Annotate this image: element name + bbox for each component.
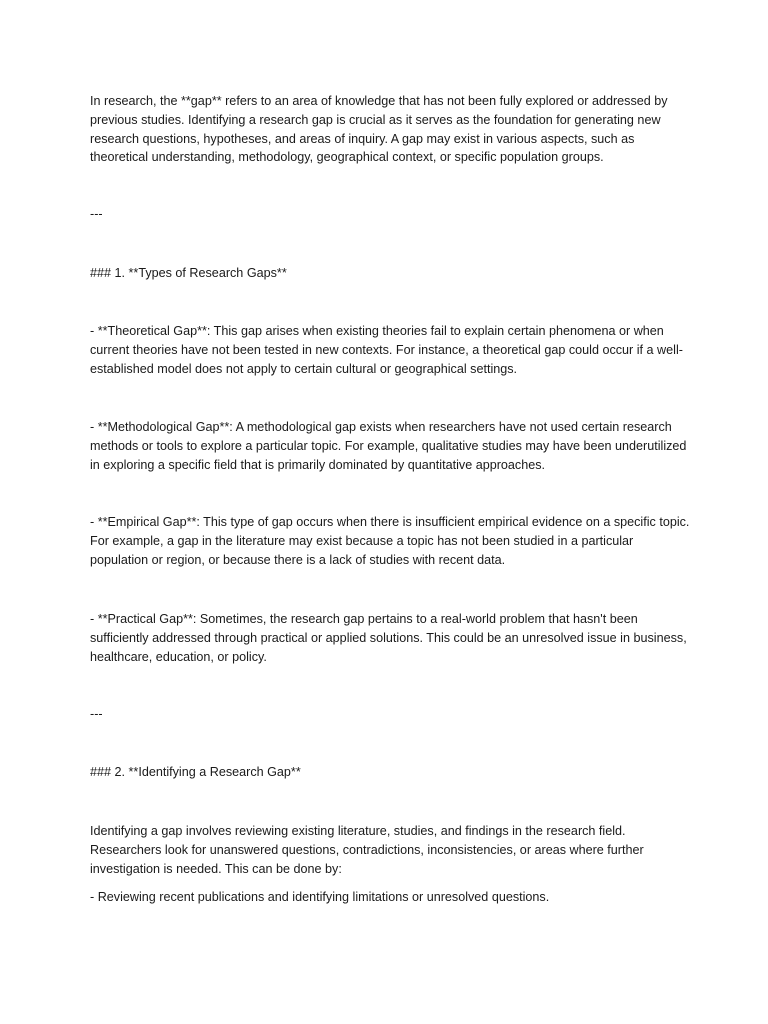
intro-paragraph: In research, the **gap** refers to an area of knowledge that has not been fully explored or addressed by previous studies. Identifying a research gap is crucial as it serves as the foundation for generating new research questions, hypotheses, and areas of inquiry. A gap may exist in various aspects, such as theoretical understanding, methodology, geographical context, or specific population groups.	[90, 94, 668, 165]
horizontal-rule-1: ---	[90, 207, 103, 221]
section-heading-types: ### 1. **Types of Research Gaps**	[90, 266, 287, 280]
identifying-gap-paragraph: Identifying a gap involves reviewing existing literature, studies, and findings in the research field. Researchers look for unanswered questions, contradictions, inconsistencies, or areas where further investigation is needed. This can be done by:	[90, 824, 644, 876]
practical-gap-paragraph: - **Practical Gap**: Sometimes, the research gap pertains to a real-world problem that hasn't been sufficiently addressed through practical or applied solutions. This could be an unresolved issue in business, healthcare, education, or policy.	[90, 612, 687, 664]
list-item-reviewing: - Reviewing recent publications and identifying limitations or unresolved questions.	[90, 890, 550, 904]
methodological-gap-paragraph: - **Methodological Gap**: A methodological gap exists when researchers have not used certain research methods or tools to explore a particular topic. For example, qualitative studies may have been underutilized in exploring a specific field that is primarily dominated by quantitative approaches.	[90, 420, 687, 472]
empirical-gap-paragraph: - **Empirical Gap**: This type of gap occurs when there is insufficient empirical evidence on a specific topic. For example, a gap in the literature may exist because a topic has not been studied in a particular population or region, or because there is a lack of studies with recent data.	[90, 515, 690, 567]
section-heading-identifying: ### 2. **Identifying a Research Gap**	[90, 765, 301, 779]
horizontal-rule-2: ---	[90, 707, 103, 721]
theoretical-gap-paragraph: - **Theoretical Gap**: This gap arises when existing theories fail to explain certain phenomena or when current theories have not been tested in new contexts. For instance, a theoretical gap could occur if a well-established model does not apply to certain cultural or geographical settings.	[90, 324, 683, 376]
